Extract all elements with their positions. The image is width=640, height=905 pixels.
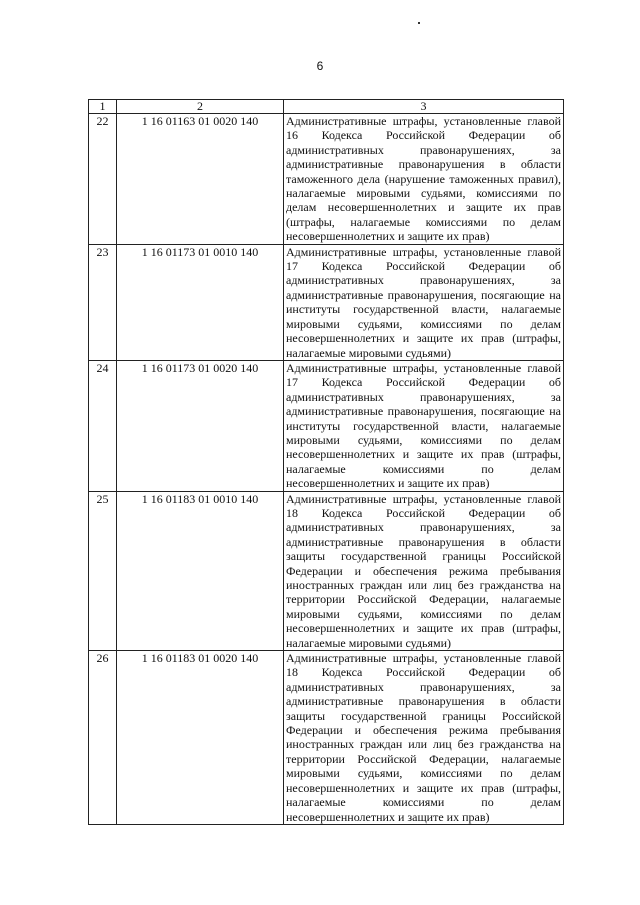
description-line: (штрафы, налагаемые комиссиями по делам <box>286 214 561 229</box>
description-line: защиты государственной границы Российской <box>286 549 561 564</box>
description-line: административные правонарушения в области <box>286 694 561 709</box>
description-line: 18 Кодекса Российской Федерации об <box>286 505 561 520</box>
description <box>284 651 564 825</box>
row-number: 26 <box>89 651 117 825</box>
table-row <box>89 491 564 650</box>
description-line: несовершеннолетних и защите их прав (штрафы, <box>286 621 561 636</box>
description <box>284 491 564 650</box>
budget-code: 1 16 01183 01 0020 140 <box>117 651 284 825</box>
description-line: административных правонарушениях, за <box>286 273 561 288</box>
description-line: административные правонарушения в области <box>286 534 561 549</box>
fines-table <box>88 99 564 825</box>
description-line: территории Российской Федерации, налагаемые <box>286 592 561 607</box>
description-line: Административные штрафы, установленные главой <box>286 651 561 666</box>
budget-code: 1 16 01173 01 0010 140 <box>117 244 284 360</box>
description-line: налагаемые комиссиями по делам <box>286 461 561 476</box>
description <box>284 360 564 491</box>
stray-dot <box>418 22 420 24</box>
description-line: 17 Кодекса Российской Федерации об <box>286 375 561 390</box>
description <box>284 114 564 245</box>
description-line: несовершеннолетних и защите их прав) <box>286 809 490 824</box>
table-row <box>89 651 564 825</box>
table-header-row <box>89 100 564 114</box>
row-number: 25 <box>89 491 117 650</box>
description-line: несовершеннолетних и защите их прав (штрафы, <box>286 447 561 462</box>
budget-code: 1 16 01183 01 0010 140 <box>117 491 284 650</box>
description-line: мировыми судьями, комиссиями по делам <box>286 316 561 331</box>
row-number: 24 <box>89 360 117 491</box>
row-number: 23 <box>89 244 117 360</box>
description-line: Административные штрафы, установленные главой <box>286 491 561 506</box>
description-line: административные правонарушения, посягающие на <box>286 287 561 302</box>
description-line: несовершеннолетних и защите их прав (штрафы, <box>286 331 561 346</box>
table-row <box>89 360 564 491</box>
description-line: мировыми судьями, комиссиями по делам <box>286 432 561 447</box>
description-line: 16 Кодекса Российской Федерации об <box>286 128 561 143</box>
page-number: 6 <box>316 59 324 73</box>
description-line: несовершеннолетних и защите их прав (штрафы, <box>286 780 561 795</box>
description-line: иностранных граждан или лиц без гражданства на <box>286 737 561 752</box>
description-line: налагаемые мировыми судьями, комиссиями по <box>286 186 561 201</box>
description-line: налагаемые комиссиями по делам <box>286 795 561 810</box>
budget-code: 1 16 01163 01 0020 140 <box>117 114 284 245</box>
description-line: несовершеннолетних и защите их прав) <box>286 476 490 491</box>
description-line: защиты государственной границы Российской <box>286 708 561 723</box>
description-line: административных правонарушениях, за <box>286 142 561 157</box>
description-line: 18 Кодекса Российской Федерации об <box>286 665 561 680</box>
description-line: мировыми судьями, комиссиями по делам <box>286 606 561 621</box>
description <box>284 244 564 360</box>
table-row <box>89 244 564 360</box>
description-line: территории Российской Федерации, налагаемые <box>286 751 561 766</box>
description-line: таможенного дела (нарушение таможенных правил), <box>286 171 561 186</box>
description-line: административные правонарушения в области <box>286 157 561 172</box>
description-line: Административные штрафы, установленные главой <box>286 360 561 375</box>
table-row <box>89 114 564 245</box>
description-line: административные правонарушения, посягающие на <box>286 404 561 419</box>
description-line: институты государственной власти, налагаемые <box>286 302 561 317</box>
description-line: Федерации и обеспечения режима пребывания <box>286 563 561 578</box>
description-line: делам несовершеннолетних и защите их прав <box>286 200 561 215</box>
description-line: 17 Кодекса Российской Федерации об <box>286 259 561 274</box>
description-line: несовершеннолетних и защите их прав) <box>286 229 490 244</box>
header-col-1: 1 <box>89 100 117 114</box>
description-line: Федерации и обеспечения режима пребывания <box>286 723 561 738</box>
description-line: налагаемые мировыми судьями) <box>286 635 452 650</box>
description-line: институты государственной власти, налагаемые <box>286 418 561 433</box>
description-line: налагаемые мировыми судьями) <box>286 345 452 360</box>
description-line: Административные штрафы, установленные главой <box>286 244 561 259</box>
budget-code: 1 16 01173 01 0020 140 <box>117 360 284 491</box>
description-line: иностранных граждан или лиц без гражданства на <box>286 578 561 592</box>
header-col-2: 2 <box>117 100 284 114</box>
description-line: административных правонарушениях, за <box>286 679 561 694</box>
description-line: Административные штрафы, установленные главой <box>286 114 561 128</box>
row-number: 22 <box>89 114 117 245</box>
description-line: мировыми судьями, комиссиями по делам <box>286 766 561 781</box>
description-line: административных правонарушениях, за <box>286 389 561 404</box>
description-line: административных правонарушениях, за <box>286 520 561 535</box>
header-col-3: 3 <box>284 100 564 114</box>
